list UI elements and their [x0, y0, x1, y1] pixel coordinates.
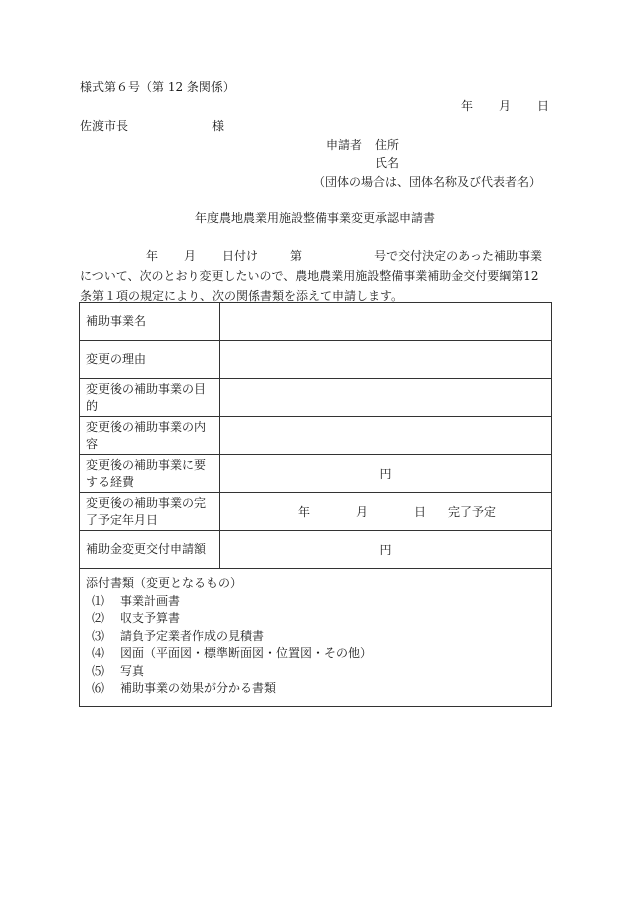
page-title: 年度農地農業用施設整備事業変更承認申請書: [194, 211, 435, 225]
row-value-completion-date[interactable]: [220, 493, 552, 531]
attachments-title: 添付書類（変更となるもの）: [86, 576, 243, 590]
row-label-change-reason: 変更の理由: [80, 341, 220, 379]
completion-suffix: 完了予定: [448, 505, 497, 519]
address-label: 住所: [375, 138, 400, 152]
table-row: [80, 493, 552, 531]
table-row: [80, 341, 552, 379]
honorific: 様: [212, 119, 225, 133]
row-value-project-name[interactable]: [220, 303, 552, 341]
row-label-grant-amount: 補助金変更交付申請額: [80, 531, 220, 569]
row-value-content[interactable]: [220, 417, 552, 455]
addressee: 佐渡市長: [80, 119, 129, 133]
attachment-item: ⑷ 図面（平面図・標準断面図・位置図・その他）: [92, 646, 373, 660]
date-month-label: 月: [499, 99, 512, 113]
attachment-item: ⑹ 補助事業の効果が分かる書類: [92, 681, 277, 695]
row-value-purpose[interactable]: [220, 379, 552, 417]
intro-line-1: [80, 246, 554, 266]
attachment-item: ⑸ 写真: [92, 663, 145, 678]
date-year-label: 年: [461, 99, 474, 113]
table-row: [80, 303, 552, 341]
intro-dai: 第: [290, 249, 303, 263]
attachments-cell: [80, 569, 552, 707]
intro-month: 月: [184, 249, 197, 263]
intro-line-3: 条第１項の規定により、次の関係書類を添えて申請します。: [80, 289, 404, 303]
intro-go-text: 号で交付決定のあった補助事業: [374, 249, 542, 263]
intro-line-2: について、次のとおり変更したいので、農地農業用施設整備事業補助金交付要綱第12: [80, 269, 539, 283]
row-value-change-reason[interactable]: [220, 341, 552, 379]
table-row: [80, 569, 552, 707]
row-label-purpose: 変更後の補助事業の目的: [80, 379, 220, 417]
name-label: 氏名: [375, 156, 400, 170]
application-table: [79, 302, 552, 707]
completion-month: 月: [356, 505, 369, 519]
table-row: [80, 417, 552, 455]
attachment-item: ⑴ 事業計画書: [92, 593, 181, 608]
date-day-label: 日: [537, 99, 550, 113]
row-label-expenses: 変更後の補助事業に要する経費: [80, 455, 220, 493]
form-number: 様式第６号（第 12 条関係）: [80, 80, 235, 94]
table-row: [80, 531, 552, 569]
completion-year: 年: [298, 505, 311, 519]
row-label-content: 変更後の補助事業の内容: [80, 417, 220, 455]
intro-dated: 日付け: [222, 249, 259, 263]
row-value-expenses[interactable]: 円: [220, 455, 552, 493]
group-note: （団体の場合は、団体名称及び代表者名）: [313, 175, 542, 189]
intro-year: 年: [146, 249, 159, 263]
attachment-item: ⑶ 請負予定業者作成の見積書: [92, 628, 265, 643]
intro-paragraph: [80, 246, 554, 306]
row-label-completion-date: 変更後の補助事業の完了予定年月日: [80, 493, 220, 531]
attachment-item: ⑵ 収支予算書: [92, 611, 181, 625]
row-label-project-name: 補助事業名: [80, 303, 220, 341]
row-value-grant-amount[interactable]: 円: [220, 531, 552, 569]
table-row: [80, 455, 552, 493]
table-row: [80, 379, 552, 417]
completion-day: 日: [414, 505, 427, 519]
applicant-label: 申請者: [326, 138, 363, 152]
